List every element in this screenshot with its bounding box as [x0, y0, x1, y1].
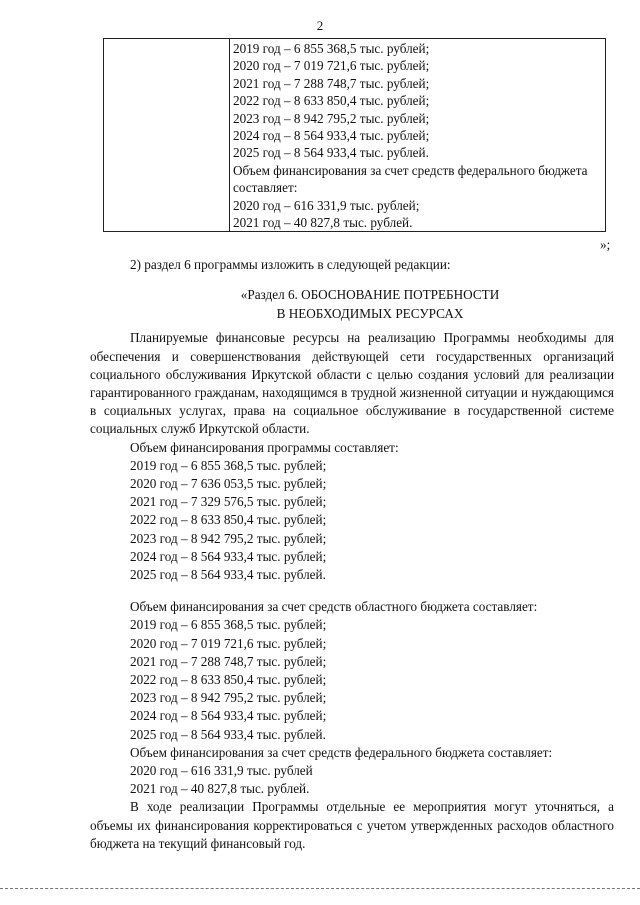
regional-line: 2025 год – 8 564 933,4 тыс. рублей.: [130, 726, 326, 742]
federal-line: 2020 год – 616 331,9 тыс. рублей: [130, 763, 313, 779]
program-line: 2025 год – 8 564 933,4 тыс. рублей.: [130, 567, 326, 583]
page-footer-rule: [0, 888, 640, 889]
table-line: 2020 год – 7 019 721,6 тыс. рублей;: [233, 58, 430, 74]
table-federal-line: 2021 год – 40 827,8 тыс. рублей.: [233, 215, 413, 231]
federal-line: 2021 год – 40 827,8 тыс. рублей.: [130, 781, 310, 797]
table-line: 2025 год – 8 564 933,4 тыс. рублей.: [233, 145, 429, 161]
table-line: 2024 год – 8 564 933,4 тыс. рублей;: [233, 128, 430, 144]
table-line: 2021 год – 7 288 748,7 тыс. рублей;: [233, 75, 430, 91]
financing-table: [103, 38, 606, 232]
section-title-line-1: «Раздел 6. ОБОСНОВАНИЕ ПОТРЕБНОСТИ: [240, 287, 500, 303]
program-line: 2022 год – 8 633 850,4 тыс. рублей;: [130, 512, 327, 528]
table-line: 2022 год – 8 633 850,4 тыс. рублей;: [233, 93, 430, 109]
regional-line: 2021 год – 7 288 748,7 тыс. рублей;: [130, 653, 327, 669]
document-body: [90, 256, 614, 853]
regional-line: 2023 год – 8 942 795,2 тыс. рублей;: [130, 690, 327, 706]
program-intro: Объем финансирования программы составляет:: [130, 439, 399, 455]
amendment-item: 2) раздел 6 программы изложить в следующей редакции:: [130, 257, 451, 272]
closing-quote: »;: [600, 237, 611, 252]
table-federal-line: 2020 год – 616 331,9 тыс. рублей;: [233, 197, 420, 213]
table-left-cell: [104, 39, 230, 232]
regional-line: 2022 год – 8 633 850,4 тыс. рублей;: [130, 672, 327, 688]
regional-line: 2024 год – 8 564 933,4 тыс. рублей;: [130, 708, 327, 724]
table-federal-intro: Объем финансирования за счет средств федерального бюджета составляет:: [233, 162, 588, 196]
regional-line: 2020 год – 7 019 721,6 тыс. рублей;: [130, 635, 327, 651]
closing-paragraph: В ходе реализации Программы отдельные ее мероприятия могут уточняться, а объемы их финансирования корректироваться с учетом утвержденных расходов областного бюджета на текущий финансовый год.: [90, 799, 614, 851]
table-right-cell: [230, 39, 606, 232]
program-line: 2024 год – 8 564 933,4 тыс. рублей;: [130, 548, 327, 564]
table-line: 2023 год – 8 942 795,2 тыс. рублей;: [233, 110, 430, 126]
program-line: 2020 год – 7 636 053,5 тыс. рублей;: [130, 476, 327, 492]
section-title: [190, 286, 550, 323]
intro-paragraph: Планируемые финансовые ресурсы на реализацию Программы необходимы для обеспечения и совершенствования действующей сети государственных организаций социального обслуживания Иркутской области с целью создания условий для реализации гарантированного гражданам, находящимся в трудной жизненной ситуации и нуждающимся в социальных услугах, права на социальное обслуживание в государственной системе социальных служб Иркутской области.: [90, 330, 614, 437]
page-number: 2: [316, 18, 324, 33]
regional-line: 2019 год – 6 855 368,5 тыс. рублей;: [130, 617, 327, 633]
section-title-line-2: В НЕОБХОДИМЫХ РЕСУРСАХ: [276, 305, 464, 321]
program-line: 2021 год – 7 329 576,5 тыс. рублей;: [130, 494, 327, 510]
table-line: 2019 год – 6 855 368,5 тыс. рублей;: [233, 41, 430, 56]
program-line: 2019 год – 6 855 368,5 тыс. рублей;: [130, 457, 327, 473]
program-line: 2023 год – 8 942 795,2 тыс. рублей;: [130, 530, 327, 546]
federal-intro: Объем финансирования за счет средств федерального бюджета составляет:: [130, 744, 553, 760]
regional-intro: Объем финансирования за счет средств областного бюджета составляет:: [130, 599, 538, 615]
